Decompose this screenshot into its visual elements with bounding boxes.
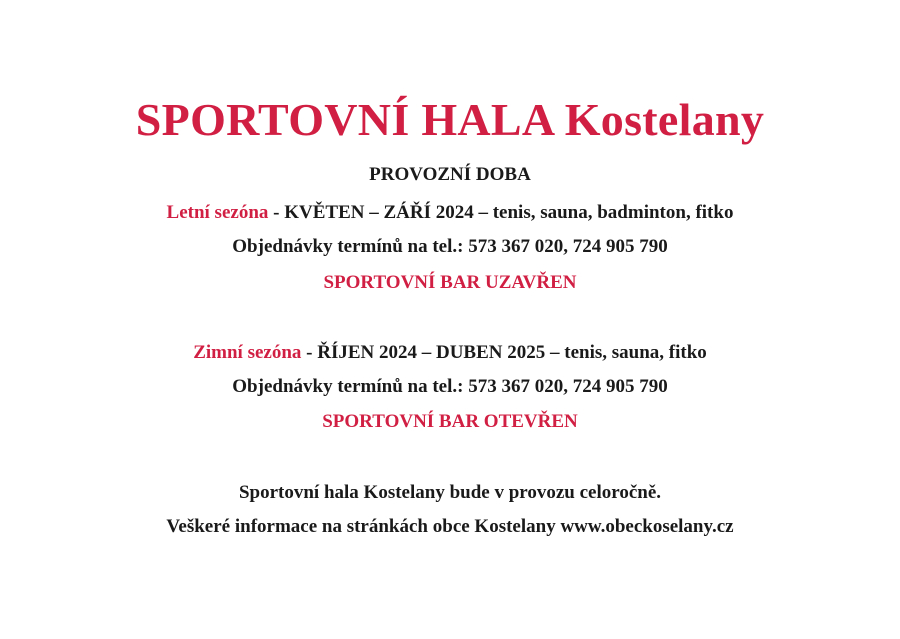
- page-title: SPORTOVNÍ HALA Kostelany: [135, 94, 765, 145]
- summer-season-details: - KVĚTEN – ZÁŘÍ 2024 – tenis, sauna, badminton, fitko: [268, 202, 734, 223]
- summer-booking-phone: Objednávky termínů na tel.: 573 367 020, 724 905 790: [232, 236, 668, 257]
- winter-booking-phone: Objednávky termínů na tel.: 573 367 020, 724 905 790: [232, 376, 668, 397]
- summer-season-line: [0, 201, 900, 225]
- winter-season-line: [0, 341, 900, 365]
- summer-season-label: Letní sezóna: [166, 202, 269, 223]
- opening-hours-heading: PROVOZNÍ DOBA: [369, 164, 531, 185]
- winter-bar-status: SPORTOVNÍ BAR OTEVŘEN: [322, 411, 578, 432]
- website-info: Veškeré informace na stránkách obce Kostelany www.obeckoselany.cz: [166, 516, 734, 537]
- winter-season-details: - ŘÍJEN 2024 – DUBEN 2025 – tenis, sauna, fitko: [301, 342, 707, 363]
- year-round-notice: Sportovní hala Kostelany bude v provozu celoročně.: [238, 482, 662, 503]
- winter-season-label: Zimní sezóna: [193, 342, 302, 363]
- summer-bar-status: SPORTOVNÍ BAR UZAVŘEN: [323, 272, 577, 293]
